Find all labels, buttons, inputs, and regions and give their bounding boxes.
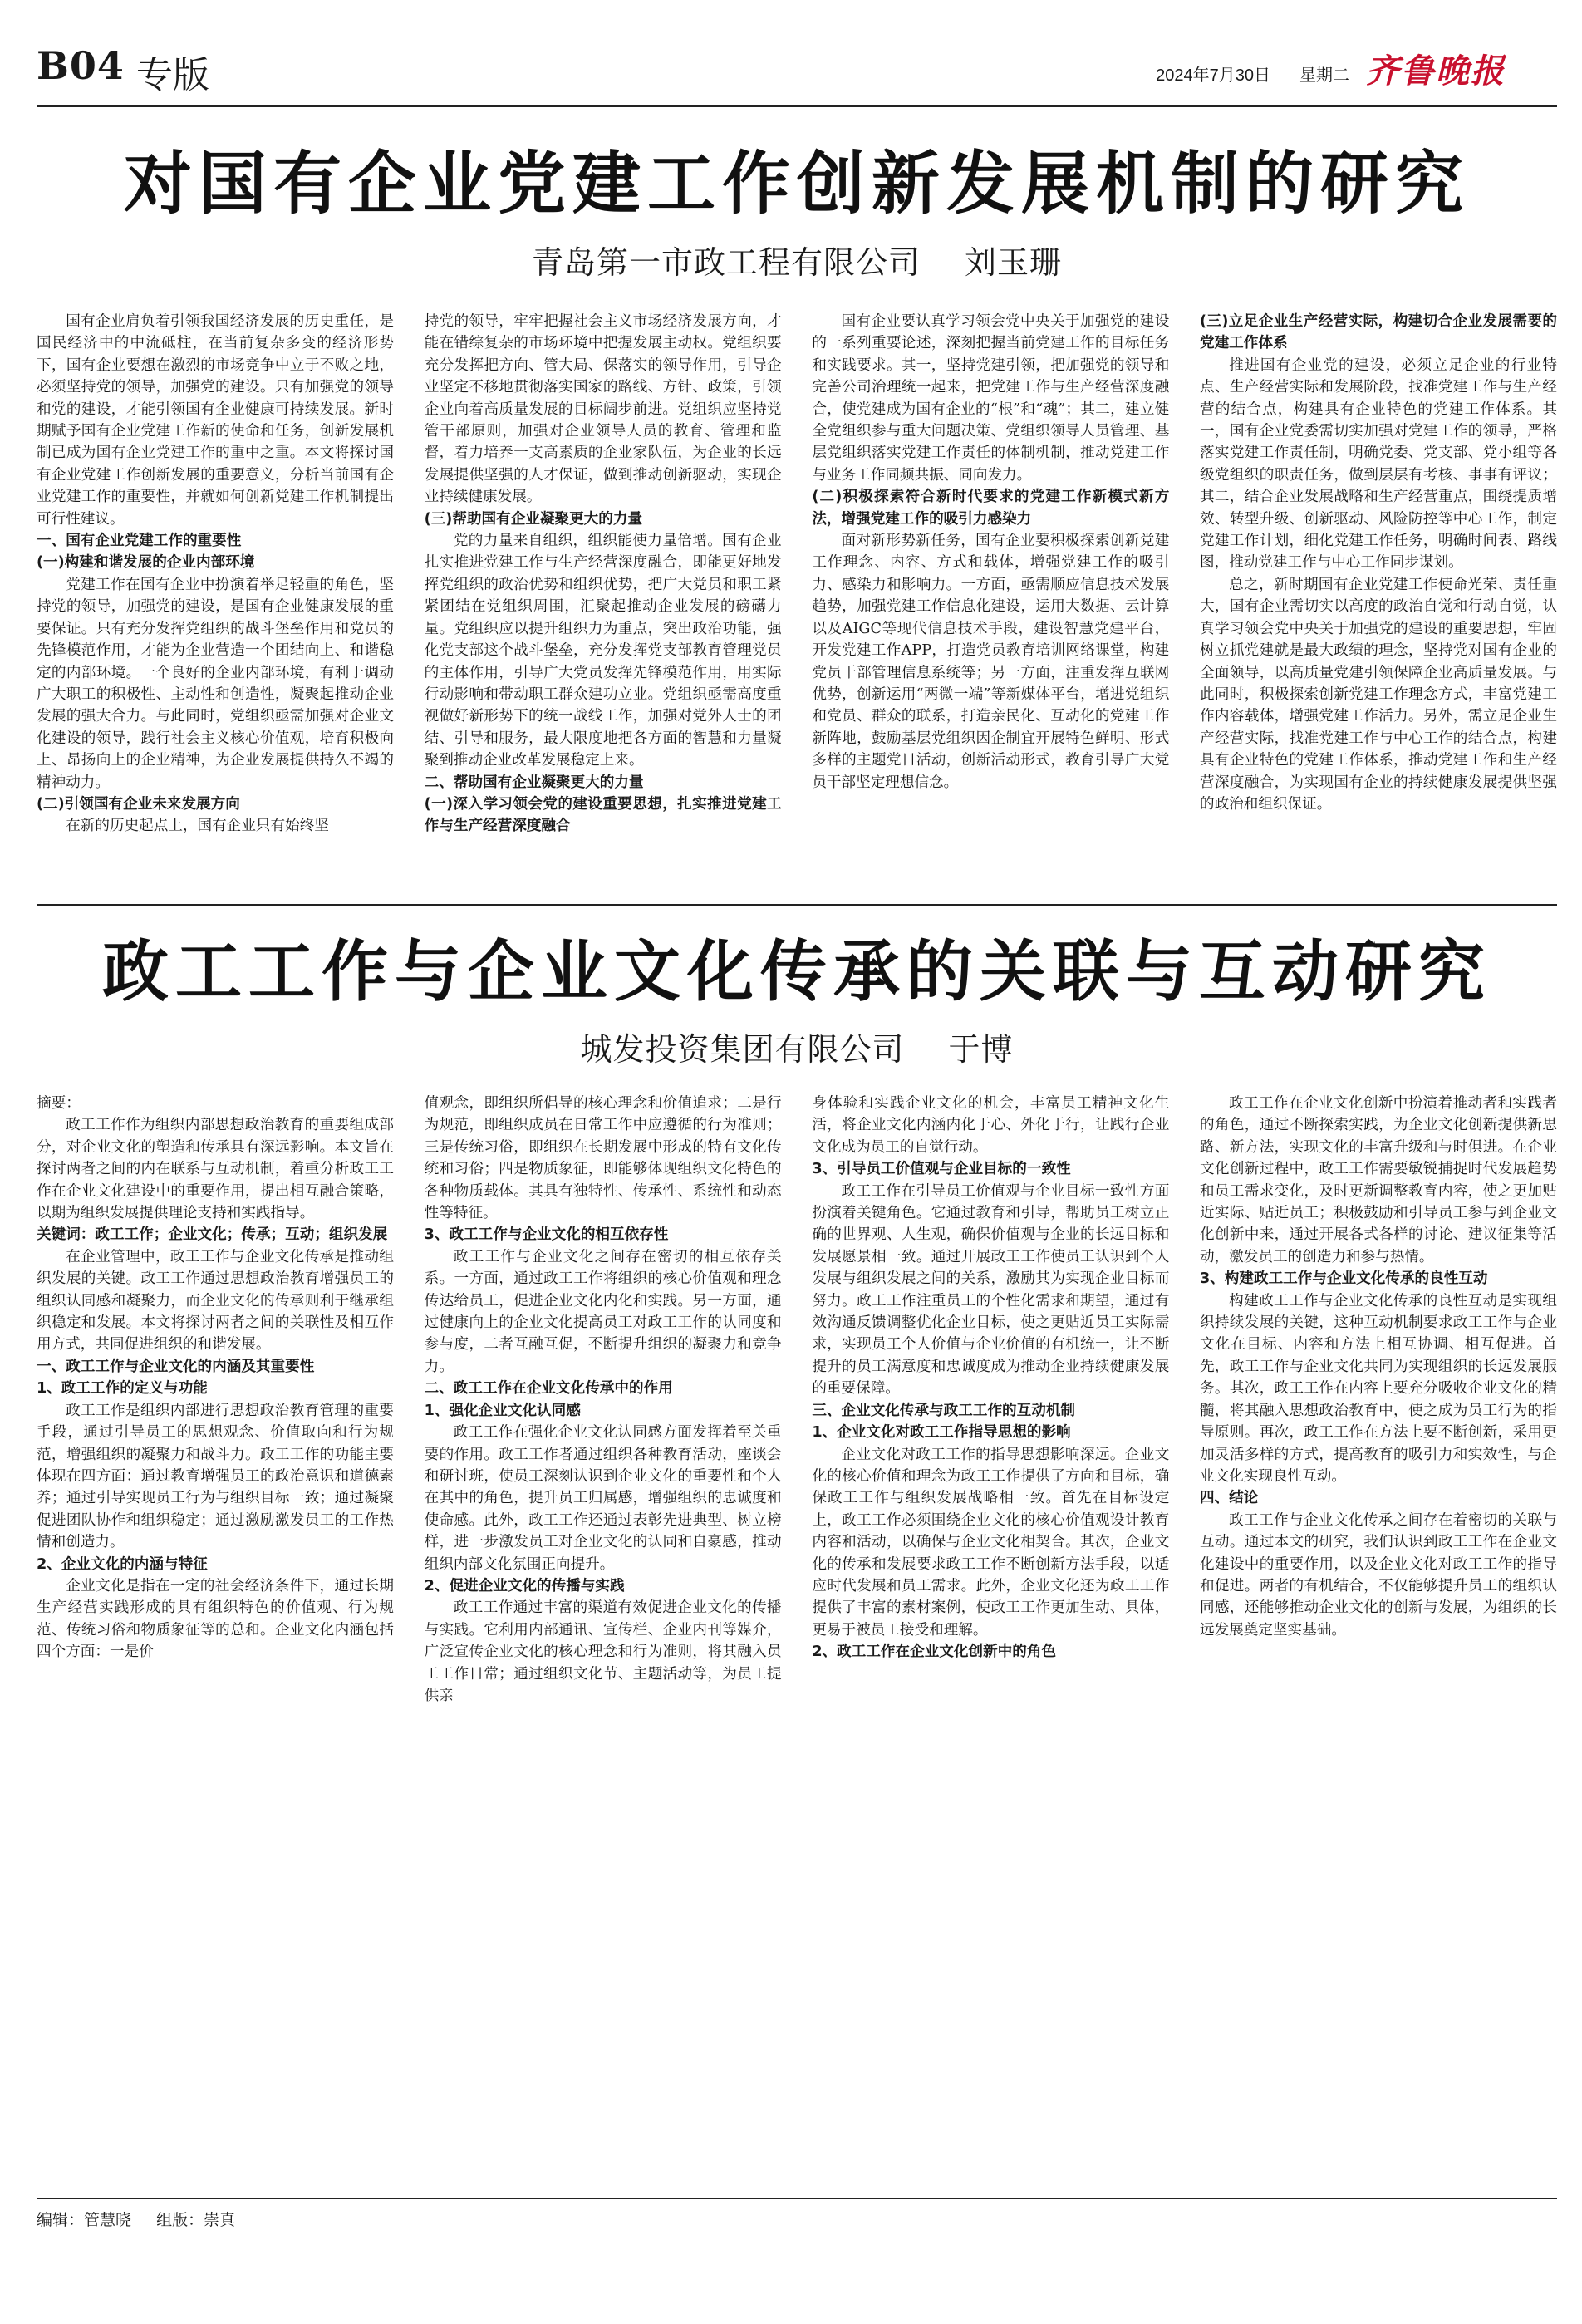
- paragraph: 值观念，即组织所倡导的核心理念和价值追求；二是行为规范，即组织成员在日常工作中应遵循的行为准则；三是传统习俗，即组织在长期发展中形成的特有文化传统和习俗；四是物质象征，即能够体现组织文化特色的各种物质载体。其具有独特性、传承性、系统性和动态性等特征。: [424, 1095, 782, 1222]
- article-title: 政工工作与企业文化传承的关联与互动研究: [102, 932, 1491, 1010]
- page-header: [37, 43, 1557, 101]
- layout-credit: 组版：崇真: [156, 2211, 236, 2229]
- paragraph: 身体验和实践企业文化的机会，丰富员工精神文化生活，将企业文化内涵内化于心、外化于行，让践行企业文化成为员工的自觉行动。: [812, 1095, 1170, 1156]
- section-heading: 1、企业文化对政工工作指导思想的影响: [812, 1424, 1071, 1442]
- paragraph: 在企业管理中，政工工作与企业文化传承是推动组织发展的关键。政工工作通过思想政治教育增强员工的组织认同感和凝聚力，而企业文化的传承则利于继承组织稳定和发展。本文将探讨两者之间的关联性及相互作用方式，共同促进组织的和谐发展。: [37, 1248, 394, 1354]
- paragraph: 政工工作作为组织内部思想政治教育的重要组成部分，对企业文化的塑造和传承具有深远影响。本文旨在探讨两者之间的内在联系与互动机制，着重分析政工工作在企业文化建设中的重要作用，提出相互融合策略，以期为组织发展提供理论支持和实践指导。: [37, 1117, 394, 1222]
- paragraph: 政工工作与企业文化传承之间存在着密切的关联与互动。通过本文的研究，我们认识到政工工作在企业文化建设中的重要作用，以及企业文化对政工工作的指导和促进。两者的有机结合，不仅能够提升员工的组织认同感，还能够推动企业文化的创新与发展，为组织的长远发展奠定坚实基础。: [1199, 1511, 1557, 1639]
- paragraph: 政工工作在企业文化创新中扮演着推动者和实践者的角色，通过不断探索实践，为企业文化创新提供新思路、新方法，实现文化的丰富升级和与时俱进。在企业文化创新过程中，政工工作需要敏锐捕捉时代发展趋势和员工需求变化，及时更新调整教育内容，使之更加贴近实际、贴近员工；积极鼓励和引导员工参与到企业文化创新中来，通过开展各式各样的讨论、建议征集等活动，激发员工的创造力和参与热情。: [1199, 1095, 1557, 1265]
- author-organization: 城发投资集团有限公司: [580, 1031, 905, 1068]
- page-code: B04: [37, 43, 125, 88]
- section-heading: 3、引导员工价值观与企业目标的一致性: [812, 1161, 1071, 1178]
- section-heading: 二、政工工作在企业文化传承中的作用: [424, 1380, 673, 1398]
- section-heading: 三、企业文化传承与政工工作的互动机制: [812, 1402, 1076, 1419]
- author-name: 刘玉珊: [965, 244, 1063, 281]
- section-heading: 四、结论: [1199, 1490, 1259, 1507]
- section-heading: (三)立足企业生产经营实际，构建切合企业发展需要的党建工作体系: [1199, 313, 1557, 352]
- section-heading: 1、政工工作的定义与功能: [37, 1380, 208, 1398]
- paragraph: 企业文化对政工工作的指导思想影响深远。企业文化的核心价值和理念为政工工作提供了方向和目标，确保政工工作与组织发展战略相一致。首先在目标设定上，政工工作必须围绕企业文化的核心价值观设计教育内容和活动，以确保与企业文化相契合。其次，企业文化的传承和发展要求政工工作不断创新方法手段，以适应时代发展和员工需求。此外，企业文化还为政工工作提供了丰富的素材案例，使政工工作更加生动、具体，更易于被员工接受和理解。: [812, 1446, 1170, 1639]
- section-heading: (三)帮助国有企业凝聚更大的力量: [424, 510, 643, 528]
- text-column: [812, 1093, 1169, 1707]
- paragraph: 总之，新时期国有企业党建工作使命光荣、责任重大，国有企业需切实以高度的政治自觉和行动自觉，认真学习领会党中央关于加强党的建设的重要思想，牢固树立抓党建就是最大政绩的理念，坚持党对国有企业的全面领导，以高质量党建引领保障企业高质量发展。与此同时，积极探索创新党建工作理念方式，丰富党建工作内容载体，增强党建工作活力。另外，需立足企业生产经营实际，找准党建工作与中心工作的结合点，构建具有企业特色的党建工作体系，推动党建工作和生产经营深度融合，为实现国有企业的持续健康发展提供坚强的政治和组织保证。: [1199, 576, 1557, 813]
- paragraph: 国有企业肩负着引领我国经济发展的历史重任，是国民经济中的中流砥柱，在当前复杂多变的经济形势下，国有企业要想在激烈的市场竞争中立于不败之地，必须坚持党的领导，加强党的建设。只有加强党的领导和党的建设，才能引领国有企业健康可持续发展。新时期赋予国有企业党建工作新的使命和任务，创新发展机制已成为国有企业党建工作的重中之重。本文将探讨国有企业党建工作创新发展的重要意义，分析当前国有企业党建工作的重要性，并就如何创新党建工作机制提出可行性建议。: [37, 313, 394, 528]
- text-column: [37, 1093, 394, 1707]
- section-heading: 3、构建政工工作与企业文化传承的良性互动: [1199, 1270, 1488, 1288]
- text-column: [425, 1093, 782, 1707]
- page-section: 专版: [136, 54, 209, 96]
- text-column: [1200, 311, 1557, 838]
- section-heading: (二)积极探索符合新时代要求的党建工作新模式新方法，增强党建工作的吸引力感染力: [812, 489, 1170, 528]
- paragraph: 政工工作通过丰富的渠道有效促进企业文化的传播与实践。它利用内部通讯、宣传栏、企业内刊等媒介，广泛宣传企业文化的核心理念和行为准则，将其融入员工工作日常；通过组织文化节、主题活动等，为员工提供亲: [424, 1599, 782, 1704]
- section-heading: 1、强化企业文化认同感: [424, 1402, 581, 1419]
- paragraph: 党建工作在国有企业中扮演着举足轻重的角色，坚持党的领导，加强党的建设，是国有企业健康发展的重要保证。只有充分发挥党组织的战斗堡垒作用和党员的先锋模范作用，才能为企业营造一个团结向上、和谐稳定的内部环境。一个良好的企业内部环境，有利于调动广大职工的积极性、主动性和创造性，凝聚起推动企业发展的强大合力。与此同时，党组织亟需加强对企业文化建设的领导，践行社会主义核心价值观，培育积极向上、昂扬向上的企业精神，为企业发展提供持久不竭的精神动力。: [37, 576, 394, 791]
- section-heading: 2、企业文化的内涵与特征: [37, 1555, 208, 1573]
- text-column: [812, 311, 1169, 838]
- paragraph: 政工工作是组织内部进行思想政治教育管理的重要手段，通过引导员工的思想观念、价值取向和行为规范，增强组织的凝聚力和战斗力。政工工作的功能主要体现在四方面：通过教育增强员工的政治意识和道德素养；通过引导实现员工行为与组织目标一致；通过凝聚促进团队协作和组织稳定；通过激励激发员工的工作热情和创造力。: [37, 1402, 394, 1551]
- paragraph: 持党的领导，牢牢把握社会主义市场经济发展方向，才能在错综复杂的市场环境中把握发展主动权。党组织要充分发挥把方向、管大局、保落实的领导作用，引导企业坚定不移地贯彻落实国家的路线、方针、政策，引领企业向着高质量发展的目标阔步前进。党组织应坚持党管干部原则，加强对企业领导人员的教育、管理和监督，着力培养一支高素质的企业家队伍，为企业的长远发展提供坚强的人才保证，做到推动创新驱动，实现企业持续健康发展。: [424, 313, 782, 506]
- section-heading: 二、帮助国有企业凝聚更大的力量: [424, 774, 644, 791]
- section-heading: (二)引领国有企业未来发展方向: [37, 795, 240, 813]
- section-heading: 2、政工工作在企业文化创新中的角色: [812, 1644, 1057, 1661]
- abstract-label: 摘要：: [37, 1095, 81, 1112]
- section-heading: 一、政工工作与企业文化的内涵及其重要性: [37, 1358, 315, 1375]
- article-title: 对国有企业党建工作创新发展机制的研究: [123, 144, 1470, 224]
- section-heading: 一、国有企业党建工作的重要性: [37, 533, 242, 550]
- page-footer: [37, 2208, 1557, 2230]
- header-rule: [37, 105, 1557, 107]
- article-byline: [37, 1024, 1557, 1069]
- paragraph: 政工工作在强化企业文化认同感方面发挥着至关重要的作用。政工工作者通过组织各种教育活动，座谈会和研讨班，使员工深刻认识到企业文化的重要性和个人在其中的角色，提升员工归属感，增强组织的忠诚度和使命感。此外，政工工作还通过表彰先进典型、树立榜样，进一步激发员工对企业文化的认同和自豪感，推动组织内部文化氛围正向提升。: [424, 1424, 782, 1573]
- paragraph: 面对新形势新任务，国有企业要积极探索创新党建工作理念、内容、方式和载体，增强党建工作的吸引力、感染力和影响力。一方面，亟需顺应信息技术发展趋势，加强党建工作信息化建设，运用大数据、云计算以及AIGC等现代信息技术手段，建设智慧党建平台，开发党建工作APP，打造党员教育培训网络课堂，构建党员干部管理信息系统等；另一方面，注重发挥互联网优势，创新运用“两微一端”等新媒体平台，增进党组织和党员、群众的联系，打造亲民化、互动化的党建工作新阵地，鼓励基层党组织因企制宜开展特色鲜明、形式多样的主题党日活动，创新活动形式，教育引导广大党员干部坚定理想信念。: [812, 533, 1170, 791]
- paragraph: 构建政工工作与企业文化传承的良性互动是实现组织持续发展的关键，这种互动机制要求政工工作与企业文化在目标、内容和方法上相互协调、相互促进。首先，政工工作与企业文化共同为实现组织的长远发展服务。其次，政工工作在内容上要充分吸收企业文化的精髓，将其融入思想政治教育中，使之成为员工行为的指导原则。再次，政工工作在方法上要不断创新，采用更加灵活多样的方式，提高教育的吸引力和实效性，与企业文化实现良性互动。: [1199, 1292, 1557, 1485]
- section-heading: 2、促进企业文化的传播与实践: [424, 1577, 625, 1594]
- section-heading: 3、政工工作与企业文化的相互依存性: [424, 1226, 669, 1244]
- editor-credit: 编辑：管慧晓: [37, 2211, 132, 2229]
- issue-date: 2024年7月30日: [1156, 66, 1270, 85]
- paragraph: 政工工作在引导员工价值观与企业目标一致性方面扮演着关键角色。它通过教育和引导，帮助员工树立正确的世界观、人生观，确保价值观与企业的长远目标和发展愿景相一致。通过开展政工工作使员工认识到个人发展与组织发展之间的关系，激励其为实现企业目标而努力。政工工作注重员工的个性化需求和期望，通过有效沟通反馈调整优化企业目标，使之更贴近员工实际需求，实现员工个人价值与企业价值的有机统一，让不断提升的员工满意度和忠诚度成为推动企业持续健康发展的重要保障。: [812, 1182, 1170, 1398]
- section-heading: (一)构建和谐发展的企业内部环境: [37, 554, 255, 572]
- article-divider: [37, 904, 1557, 906]
- paragraph: 推进国有企业党的建设，必须立足企业的行业特点、生产经营实际和发展阶段，找准党建工作与生产经营的结合点，构建具有企业特色的党建工作体系。其一，国有企业党委需切实加强对党建工作的领导，严格落实党建工作责任制，明确党委、党支部、党小组等各级党组织的职责任务，做到层层有考核、事事有评议；其二，结合企业发展战略和生产经营重点，围绕提质增效、转型升级、创新驱动、风险防控等中心工作，制定党建工作计划，细化党建工作任务，明确时间表、路线图，推动党建工作与中心工作同步谋划。: [1199, 356, 1557, 572]
- article-byline: [37, 237, 1557, 283]
- text-column: [37, 311, 394, 838]
- newspaper-logo: [1366, 45, 1557, 93]
- text-column: [1200, 1093, 1557, 1707]
- paragraph: 在新的历史起点上，国有企业只有始终坚: [66, 818, 329, 835]
- section-heading: (一)深入学习领会党的建设重要思想，扎实推进党建工作与生产经营深度融合: [424, 795, 782, 835]
- article-body: [37, 311, 1557, 838]
- issue-weekday: 星期二: [1300, 66, 1349, 85]
- paragraph: 政工工作与企业文化之间存在密切的相互依存关系。一方面，通过政工工作将组织的核心价值观和理念传达给员工，促进企业文化内化和实践。另一方面，通过健康向上的企业文化提高员工对政工工作的认同度和参与度，二者互融互促，不断提升组织的凝聚力和竞争力。: [424, 1248, 782, 1375]
- article-body: [37, 1093, 1557, 1707]
- text-column: [425, 311, 782, 838]
- keywords: 关键词：政工工作；企业文化；传承；互动；组织发展: [37, 1226, 388, 1244]
- paragraph: 党的力量来自组织，组织能使力量倍增。国有企业扎实推进党建工作与生产经营深度融合，即能更好地发挥党组织的政治优势和组织优势，把广大党员和职工紧紧团结在党组织周围，汇聚起推动企业发展的磅礴力量。党组织应以提升组织力为重点，突出政治功能，强化党支部这个战斗堡垒，充分发挥党支部教育管理党员的主体作用，引导广大党员发挥先锋模范作用，用实际行动影响和带动职工群众建功立业。党组织亟需高度重视做好新形势下的统一战线工作，加强对党外人士的团结、引导和服务，最大限度地把各方面的智慧和力量凝聚到推动企业改革发展稳定上来。: [424, 533, 782, 769]
- author-organization: 青岛第一市政工程有限公司: [531, 244, 921, 281]
- article-party-building: [37, 125, 1557, 838]
- paragraph: 国有企业要认真学习领会党中央关于加强党的建设的一系列重要论述，深刻把握当前党建工作的目标任务和实践要求。其一，坚持党建引领，把加强党的领导和完善公司治理统一起来，把党建工作与生产经营深度融合，使党建成为国有企业的“根”和“魂”；其二，建立健全党组织参与重大问题决策、党组织领导人员管理、基层党组织落实党建工作责任的体制机制，推动党建工作与业务工作同频共振、同向发力。: [812, 313, 1170, 484]
- paragraph: 企业文化是指在一定的社会经济条件下，通过长期生产经营实践形成的具有组织特色的价值观、行为规范、传统习俗和物质象征等的总和。企业文化内涵包括四个方面：一是价: [37, 1577, 394, 1661]
- author-name: 于博: [948, 1031, 1014, 1068]
- newspaper-logo-text: 齐鲁晚报: [1366, 52, 1506, 91]
- article-political-work: [37, 918, 1557, 1707]
- footer-rule: [37, 2198, 1557, 2199]
